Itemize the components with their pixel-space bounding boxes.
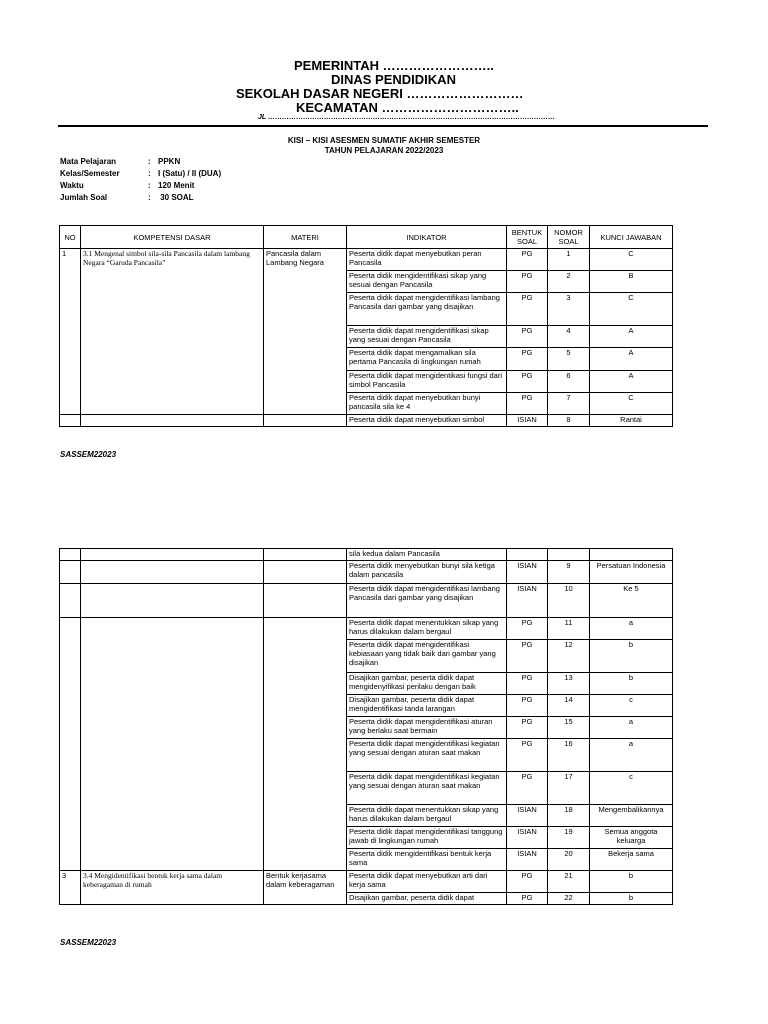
header-line-4: KECAMATAN ………………………….. xyxy=(296,100,519,115)
cell-indikator: Peserta didik dapat menyebutkan bunyi pancasila sila ke 4 xyxy=(347,393,507,415)
cell-materi: Pancasila dalam Lambang Negara xyxy=(264,249,347,415)
cell-kunci: A xyxy=(590,348,673,371)
cell-nomor: 19 xyxy=(548,827,590,849)
header-line-3: SEKOLAH DASAR NEGERI ……………………… xyxy=(236,86,524,101)
header-line-2: DINAS PENDIDIKAN xyxy=(331,72,456,87)
info-value: 30 SOAL xyxy=(158,193,194,202)
cell-kd xyxy=(81,561,264,584)
table-row xyxy=(60,871,673,893)
cell-kd: 3.1 Mengenal simbol sila-sila Pancasila dalam lambang Negara “Garuda Pancasila” xyxy=(81,249,264,415)
cell-indikator: Peserta didik dapat mengidentifikasi kegiatan yang sesuai dengan aturan saat makan xyxy=(347,739,507,772)
document-year: TAHUN PELAJARAN 2022/2023 xyxy=(324,146,444,155)
cell-bentuk: PG xyxy=(507,618,548,640)
cell-indikator: Disajikan gambar, peserta didik dapat mengidenyifikasi perilaku dengan baik xyxy=(347,673,507,695)
cell-nomor xyxy=(548,549,590,561)
cell-indikator: Disajikan gambar, peserta didik dapat xyxy=(347,893,507,905)
cell-kunci: B xyxy=(590,271,673,293)
footer-code: SASSEM22023 xyxy=(60,938,117,947)
cell-nomor: 21 xyxy=(548,871,590,893)
cell-kunci: a xyxy=(590,739,673,772)
info-label: Waktu xyxy=(60,181,84,190)
cell-no xyxy=(60,549,81,561)
cell-kunci: c xyxy=(590,772,673,805)
cell-indikator: Peserta didik dapat mengidentifikasi lambang Pancasila dari gambar yang disajikan xyxy=(347,293,507,326)
col-header-no: NO xyxy=(60,226,81,249)
info-row xyxy=(60,168,221,180)
cell-nomor: 18 xyxy=(548,805,590,827)
cell-kunci: Rantai xyxy=(590,415,673,427)
cell-materi xyxy=(264,415,347,427)
cell-nomor: 20 xyxy=(548,849,590,871)
cell-kunci: C xyxy=(590,249,673,271)
cell-bentuk: PG xyxy=(507,348,548,371)
cell-kunci: b xyxy=(590,871,673,893)
cell-kunci xyxy=(590,549,673,561)
info-row xyxy=(60,180,221,192)
cell-kunci: A xyxy=(590,371,673,393)
document-title: KISI – KISI ASESMEN SUMATIF AKHIR SEMESTER xyxy=(287,136,481,145)
cell-kunci: C xyxy=(590,293,673,326)
cell-no xyxy=(60,618,81,871)
cell-bentuk: PG xyxy=(507,772,548,805)
cell-kd xyxy=(81,549,264,561)
cell-nomor: 1 xyxy=(548,249,590,271)
cell-indikator: Peserta didik dapat menyebutkan arti dari kerja sama xyxy=(347,871,507,893)
cell-bentuk: PG xyxy=(507,717,548,739)
info-value: 120 Menit xyxy=(158,181,195,190)
table-row xyxy=(60,415,673,427)
cell-bentuk: PG xyxy=(507,271,548,293)
col-header-kd: KOMPETENSI DASAR xyxy=(81,226,264,249)
cell-materi: Bentuk kerjasama dalam keberagaman xyxy=(264,871,347,905)
cell-bentuk: PG xyxy=(507,249,548,271)
cell-kunci: Mengembalikannya xyxy=(590,805,673,827)
cell-nomor: 22 xyxy=(548,893,590,905)
header-address: JL …………………………………………………………………………………………………………… xyxy=(258,114,555,121)
cell-bentuk: PG xyxy=(507,326,548,348)
kisi-table-page-2 xyxy=(59,548,673,905)
cell-indikator: Peserta didik dapat menyebutkan simbol xyxy=(347,415,507,427)
header-rule xyxy=(58,125,708,127)
cell-bentuk: PG xyxy=(507,871,548,893)
info-label: Jumlah Soal xyxy=(60,193,108,202)
cell-indikator: sila kedua dalam Pancasila xyxy=(347,549,507,561)
cell-nomor: 15 xyxy=(548,717,590,739)
cell-nomor: 10 xyxy=(548,584,590,618)
cell-kunci: A xyxy=(590,326,673,348)
table-row xyxy=(60,561,673,584)
cell-no: 3 xyxy=(60,871,81,905)
kisi-table-page-1 xyxy=(59,225,673,427)
cell-nomor: 16 xyxy=(548,739,590,772)
cell-materi xyxy=(264,561,347,584)
cell-indikator: Peserta didik menyebutkan bunyi sila ketiga dalam pancasila xyxy=(347,561,507,584)
cell-indikator: Peserta didik dapat mengidentifikasi kegiatan yang sesuai dengan aturan saat makan xyxy=(347,772,507,805)
cell-indikator: Disajikan gambar, peserta didik dapat mengidentifikasi tanda larangan xyxy=(347,695,507,717)
table-row xyxy=(60,249,673,271)
cell-bentuk: ISIAN xyxy=(507,415,548,427)
cell-kunci: b xyxy=(590,673,673,695)
info-colon: : xyxy=(148,157,151,166)
cell-materi xyxy=(264,618,347,871)
info-colon: : xyxy=(148,181,151,190)
table-row xyxy=(60,584,673,618)
cell-kd xyxy=(81,415,264,427)
cell-nomor: 3 xyxy=(548,293,590,326)
info-label: Kelas/Semester xyxy=(60,169,120,178)
cell-indikator: Peserta didik dapat mengidentifikasi sikap yang sesuai dengan Pancasila xyxy=(347,326,507,348)
cell-nomor: 7 xyxy=(548,393,590,415)
cell-kunci: b xyxy=(590,893,673,905)
cell-bentuk: ISIAN xyxy=(507,561,548,584)
cell-kunci: Semua anggota keluarga xyxy=(590,827,673,849)
cell-indikator: Peserta didik dapat mengidentifikasi lambang Pancasila dari gambar yang disajikan xyxy=(347,584,507,618)
cell-bentuk: ISIAN xyxy=(507,584,548,618)
cell-bentuk: PG xyxy=(507,673,548,695)
cell-bentuk: PG xyxy=(507,695,548,717)
cell-kunci: b xyxy=(590,640,673,673)
cell-nomor: 14 xyxy=(548,695,590,717)
info-colon: : xyxy=(148,193,151,202)
cell-nomor: 12 xyxy=(548,640,590,673)
col-header-kunci: KUNCI JAWABAN xyxy=(590,226,673,249)
info-block xyxy=(60,156,221,204)
cell-bentuk: ISIAN xyxy=(507,849,548,871)
cell-nomor: 4 xyxy=(548,326,590,348)
info-value: I (Satu) / II (DUA) xyxy=(158,169,222,178)
cell-bentuk: PG xyxy=(507,371,548,393)
cell-kunci: Ke 5 xyxy=(590,584,673,618)
cell-nomor: 17 xyxy=(548,772,590,805)
table-row xyxy=(60,549,673,561)
cell-bentuk: PG xyxy=(507,293,548,326)
cell-bentuk: PG xyxy=(507,640,548,673)
cell-no xyxy=(60,584,81,618)
cell-materi xyxy=(264,584,347,618)
cell-indikator: Peserta didik mengidentifikasi sikap yang sesuai dengan Pancasila xyxy=(347,271,507,293)
cell-kunci: a xyxy=(590,717,673,739)
cell-nomor: 13 xyxy=(548,673,590,695)
header-line-1: PEMERINTAH …………………….. xyxy=(294,58,494,73)
cell-no xyxy=(60,561,81,584)
cell-indikator: Peserta didik dapat menentukkan sikap yang harus dilakukan dalam bergaul xyxy=(347,805,507,827)
cell-indikator: Peserta didik dapat menentukkan sikap yang harus dilakukan dalam bergaul xyxy=(347,618,507,640)
cell-indikator: Peserta didik dapat mengamalkan sila pertama Pancasila di lingkungan rumah xyxy=(347,348,507,371)
cell-bentuk: PG xyxy=(507,893,548,905)
cell-nomor: 5 xyxy=(548,348,590,371)
cell-indikator: Peserta didik mengidentifikasi bentuk kerja sama xyxy=(347,849,507,871)
cell-nomor: 11 xyxy=(548,618,590,640)
cell-nomor: 2 xyxy=(548,271,590,293)
cell-bentuk xyxy=(507,549,548,561)
cell-nomor: 6 xyxy=(548,371,590,393)
cell-kunci: c xyxy=(590,695,673,717)
cell-indikator: Peserta didik dapat menyebutkan peran Pancasila xyxy=(347,249,507,271)
col-header-materi: MATERI xyxy=(264,226,347,249)
cell-materi xyxy=(264,549,347,561)
cell-bentuk: PG xyxy=(507,393,548,415)
info-label: Mata Pelajaran xyxy=(60,157,117,166)
col-header-bentuk: BENTUK SOAL xyxy=(507,226,548,249)
table-row xyxy=(60,618,673,640)
info-value: PPKN xyxy=(158,157,181,166)
cell-kunci: Bekerja sama xyxy=(590,849,673,871)
cell-kd xyxy=(81,584,264,618)
cell-indikator: Peserta didik dapat mengidentifikasi kebiasaan yang tidak baik dari gambar yang disajikan xyxy=(347,640,507,673)
footer-code: SASSEM22023 xyxy=(60,450,117,459)
cell-kunci: Persatuan Indonesia xyxy=(590,561,673,584)
info-row xyxy=(60,192,221,204)
col-header-nomor: NOMOR SOAL xyxy=(548,226,590,249)
info-row xyxy=(60,156,221,168)
cell-indikator: Peserta didik dapat mengidentifikasi aturan yang berlaku saat bermain xyxy=(347,717,507,739)
table-header-row xyxy=(60,226,673,249)
cell-nomor: 9 xyxy=(548,561,590,584)
cell-kunci: a xyxy=(590,618,673,640)
cell-kd: 3.4 Mengidentifikasi bentuk kerja sama dalam keberagaman di rumah xyxy=(81,871,264,905)
cell-indikator: Peserta didik dapat mengidentikasi fungsi dari simbol Pancasila xyxy=(347,371,507,393)
info-colon: : xyxy=(148,169,151,178)
cell-kd xyxy=(81,618,264,871)
cell-no: 1 xyxy=(60,249,81,415)
cell-no xyxy=(60,415,81,427)
cell-bentuk: ISIAN xyxy=(507,827,548,849)
cell-bentuk: ISIAN xyxy=(507,805,548,827)
cell-bentuk: PG xyxy=(507,739,548,772)
cell-nomor: 8 xyxy=(548,415,590,427)
cell-indikator: Peserta didik dapat mengidentifikasi tanggung jawab di lingkungan rumah xyxy=(347,827,507,849)
col-header-indikator: INDIKATOR xyxy=(347,226,507,249)
cell-kunci: C xyxy=(590,393,673,415)
